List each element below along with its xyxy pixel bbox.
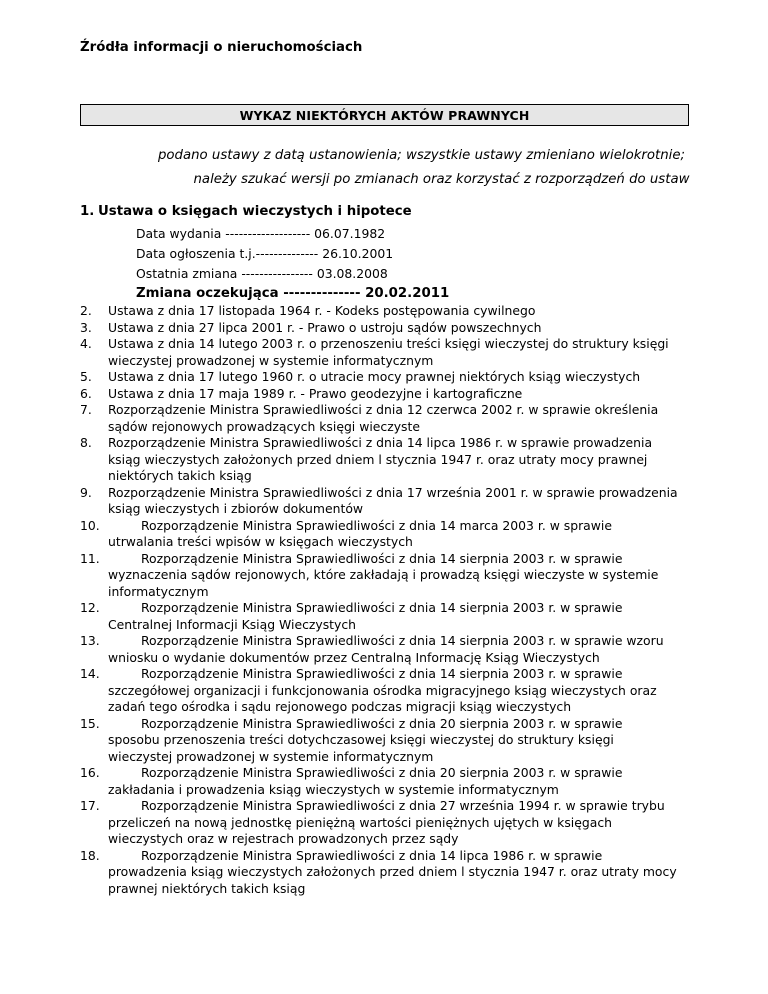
list-item [0,848,768,898]
item-number: 3. [80,319,92,335]
item-number: 11. [80,550,100,566]
item-number: 13. [80,633,100,648]
list-item [0,518,768,551]
page-header: Źródła informacji o nieruchomościach [80,40,363,55]
item-number: 9. [80,484,92,500]
item-text: Rozporządzenie Ministra Sprawiedliwości z dnia 12 czerwca 2002 r. w sprawie określenia sądów rejonowych prowadzących księgi wieczyste [108,402,659,434]
list-item [0,320,768,337]
list-item [0,369,768,386]
list-item [0,435,768,485]
item-number: 18. [80,847,100,863]
item-number: 12. [80,600,100,615]
detail-pending-change: Zmiana oczekująca -------------- 20.02.2011 [136,286,450,301]
item-text: Rozporządzenie Ministra Sprawiedliwości z dnia 14 sierpnia 2003 r. w sprawie wyznaczenia sądów rejonowych, które zakładają i prowadzą księgi wieczyste w systemie informatycznym [108,550,659,599]
item-text: Rozporządzenie Ministra Sprawiedliwości z dnia 14 lipca 1986 r. w sprawie prowadzenia ksiąg wieczystych założonych przed dniem l stycznia 1947 r. oraz utraty mocy prawnej niektórych takich ksiąg [108,435,653,483]
item-text: Rozporządzenie Ministra Sprawiedliwości z dnia 14 lipca 1986 r. w sprawie prowadzenia ksiąg wieczystych założonych przed dniem l stycznia 1947 r. oraz utraty mocy prawnej niektórych takich ksiąg [108,847,677,896]
document-title-box: WYKAZ NIEKTÓRYCH AKTÓW PRAWNYCH [80,104,689,126]
item-text: Rozporządzenie Ministra Sprawiedliwości z dnia 27 września 1994 r. w sprawie trybu przeliczeń na nową jednostkę pieniężną wartości pieniężnych ujętych w księgach wieczystych oraz w rejestrach prowadzonych przez sądy [108,798,665,846]
item-number: 4. [80,336,92,351]
list-item [0,600,768,633]
item-text: Rozporządzenie Ministra Sprawiedliwości z dnia 17 września 2001 r. w sprawie prowadzenia ksiąg wieczystych i zbiorów dokumentów [108,484,678,516]
item-number: 6. [80,385,92,401]
list-item [0,765,768,798]
list-item [0,666,768,716]
item-text: Rozporządzenie Ministra Sprawiedliwości z dnia 14 sierpnia 2003 r. w sprawie wzoru wniosku o wydanie dokumentów przez Centralną Informację Ksiąg Wieczystych [108,633,664,665]
item-number: 1. [80,204,95,219]
item-text: Rozporządzenie Ministra Sprawiedliwości z dnia 20 sierpnia 2003 r. w sprawie sposobu przenoszenia treści dotychczasowej księgi wieczystej do struktury księgi wieczystej prowadzonej w systemie informatycznym [108,715,623,764]
item-text: Rozporządzenie Ministra Sprawiedliwości z dnia 14 marca 2003 r. w sprawie utrwalania treści wpisów w księgach wieczystych [108,517,612,549]
item-number: 7. [80,402,92,417]
item-number: 10. [80,517,100,533]
item-title: Ustawa o księgach wieczystych i hipotece [98,204,412,219]
list-item [0,402,768,435]
item-text: Ustawa z dnia 27 lipca 2001 r. - Prawo o ustroju sądów powszechnych [108,319,542,335]
item-number: 14. [80,666,100,681]
list-item [0,551,768,601]
list-item [0,386,768,403]
list-item [0,485,768,518]
list-item [0,633,768,666]
detail-last-change: Ostatnia zmiana ---------------- 03.08.2008 [136,266,388,281]
item-number: 15. [80,715,100,731]
list-item [0,303,768,320]
item-number: 17. [80,798,100,813]
note-line-2: należy szukać wersji po zmianach oraz korzystać z rozporządzeń do ustaw [193,172,690,187]
legal-acts-list [0,203,768,897]
item-text: Ustawa z dnia 14 lutego 2003 r. o przenoszeniu treści księgi wieczystej do struktury księgi wieczystej prowadzonej w systemie informatycznym [108,336,669,368]
item-text: Rozporządzenie Ministra Sprawiedliwości z dnia 14 sierpnia 2003 r. w sprawie szczegółowej organizacji i funkcjonowania ośrodka migracyjnego ksiąg wieczystych oraz zadań tego ośrodka i sądu rejonowego podczas migracji ksiąg wieczystych [108,666,657,714]
item-text: Ustawa z dnia 17 listopada 1964 r. - Kodeks postępowania cywilnego [108,303,536,318]
item-text: Rozporządzenie Ministra Sprawiedliwości z dnia 14 sierpnia 2003 r. w sprawie Centralnej Informacji Ksiąg Wieczystych [108,600,623,632]
list-item [0,716,768,766]
item-number: 2. [80,303,92,318]
item-text: Ustawa z dnia 17 lutego 1960 r. o utracie mocy prawnej niektórych ksiąg wieczystych [108,369,641,384]
detail-issue-date: Data wydania ------------------- 06.07.1982 [136,226,386,241]
item-text: Rozporządzenie Ministra Sprawiedliwości z dnia 20 sierpnia 2003 r. w sprawie zakładania i prowadzenia ksiąg wieczystych w systemie informatycznym [108,765,623,797]
item-text: Ustawa z dnia 17 maja 1989 r. - Prawo geodezyjne i kartograficzne [108,385,523,401]
list-item [0,798,768,848]
item-number: 5. [80,369,92,384]
note-line-1: podano ustawy z datą ustanowienia; wszystkie ustawy zmieniano wielokrotnie; [157,148,686,163]
list-item-1 [0,203,768,224]
item-number: 16. [80,765,100,780]
item-number: 8. [80,435,92,450]
list-item [0,336,768,369]
detail-publication-date: Data ogłoszenia t.j.-------------- 26.10.2001 [136,246,394,261]
